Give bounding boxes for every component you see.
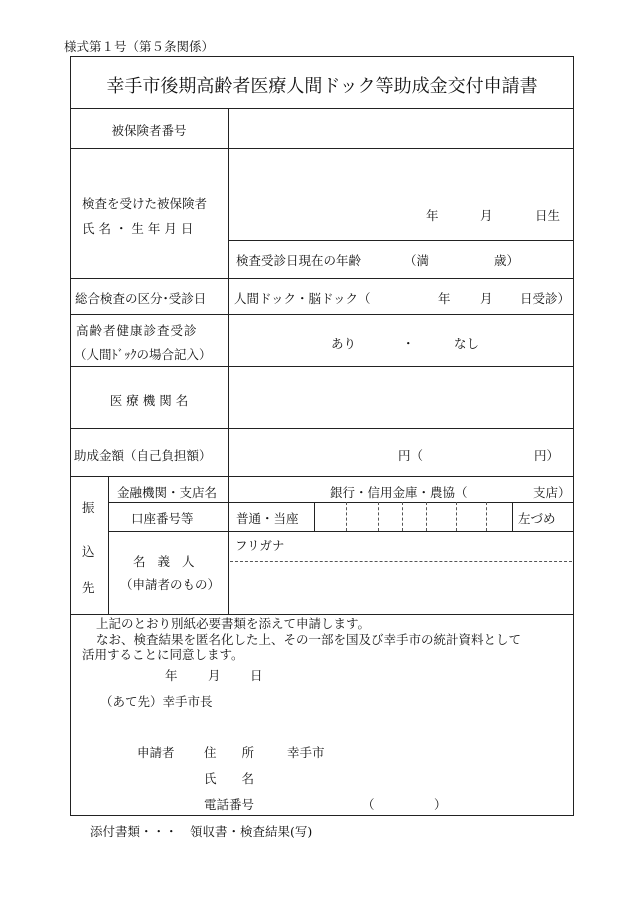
holder-label-2: （申請者のもの） [120, 577, 221, 592]
health-check-no[interactable]: なし [454, 336, 480, 351]
account-type[interactable]: 普通・当座 [236, 511, 299, 526]
left-align-note: 左づめ [518, 511, 556, 526]
addressee: （あて先）幸手市長 [100, 694, 213, 709]
health-check-yes[interactable]: あり [331, 336, 357, 351]
branch-label: 支店） [533, 485, 571, 500]
account-label: 口座番号等 [131, 511, 194, 526]
form-number: 様式第１号（第５条関係） [64, 39, 215, 54]
statement-line-3: 活用することに同意します。 [82, 647, 244, 662]
account-number-field[interactable] [315, 503, 511, 531]
attachments-note: 添付書類・・・ 領収書・検査結果(写) [90, 824, 313, 839]
insured-number-label: 被保険者番号 [111, 123, 187, 138]
statement-line-2: なお、検査結果を匿名化した上、その一部を国及び幸手市の統計資料として [96, 632, 522, 647]
exam-type-label: 総合検査の区分･受診日 [75, 291, 207, 306]
name-label: 氏 名 [204, 771, 255, 786]
statement-line-1: 上記のとおり別紙必要書類を添えて申請します。 [96, 616, 371, 631]
age-field[interactable] [432, 246, 488, 270]
age-prefix: 検査受診日現在の年齢 [236, 253, 362, 268]
subsidy-label: 助成金額（自己負担額） [74, 448, 212, 463]
applicant-label: 申請者 [137, 745, 175, 760]
form-title: 幸手市後期高齢者医療人間ドック等助成金交付申請書 [106, 76, 538, 97]
phone-field[interactable] [280, 790, 560, 812]
exam-month-label: 月 [480, 291, 493, 306]
transfer-char-3: 先 [82, 580, 95, 595]
health-check-label-2: （人間ﾄﾞｯｸの場合記入） [74, 347, 212, 362]
transfer-char-1: 振 [82, 500, 95, 515]
address-value[interactable]: 幸手市 [287, 745, 325, 760]
transfer-char-2: 込 [82, 544, 95, 559]
bank-value[interactable]: 銀行・信用金庫・農協（ [330, 485, 468, 500]
age-open: （満 [404, 253, 430, 268]
exam-year-label: 年 [438, 291, 451, 306]
holder-name-field[interactable] [229, 562, 573, 614]
holder-label-1: 名 義 人 [133, 554, 199, 569]
phone-close: ） [434, 797, 447, 812]
subsidy-yen-2: 円） [534, 448, 560, 463]
institution-label: 医 療 機 関 名 [109, 393, 189, 408]
birth-day-label: 日生 [535, 208, 561, 223]
phone-open: （ [362, 797, 375, 812]
date-day: 日 [250, 668, 263, 683]
phone-label: 電話番号 [204, 797, 255, 812]
examinee-name-birthdate-field[interactable] [229, 149, 573, 240]
examinee-label-1: 検査を受けた被保険者 [82, 196, 208, 211]
birth-month-label: 月 [480, 208, 493, 223]
health-check-label-1: 高齢者健康診査受診 [76, 323, 198, 338]
date-year: 年 [165, 668, 178, 683]
applicant-name-field[interactable] [280, 764, 560, 786]
address-label: 住 所 [204, 745, 255, 760]
institution-field[interactable] [229, 367, 573, 428]
bank-label: 金融機関・支店名 [117, 485, 218, 500]
examinee-label-2: 氏 名 ・ 生 年 月 日 [82, 221, 194, 236]
subsidy-field[interactable] [229, 429, 573, 476]
insured-number-field[interactable] [229, 109, 573, 148]
exam-day-label: 日受診） [520, 291, 571, 306]
date-month: 月 [208, 668, 221, 683]
birth-year-label: 年 [426, 208, 439, 223]
furigana-label: フリガナ [235, 538, 285, 553]
exam-type-value[interactable]: 人間ドック・脳ドック（ [234, 291, 371, 306]
subsidy-yen-1: 円（ [398, 448, 424, 463]
health-check-separator: ・ [402, 336, 415, 351]
age-unit: 歳） [494, 253, 520, 268]
